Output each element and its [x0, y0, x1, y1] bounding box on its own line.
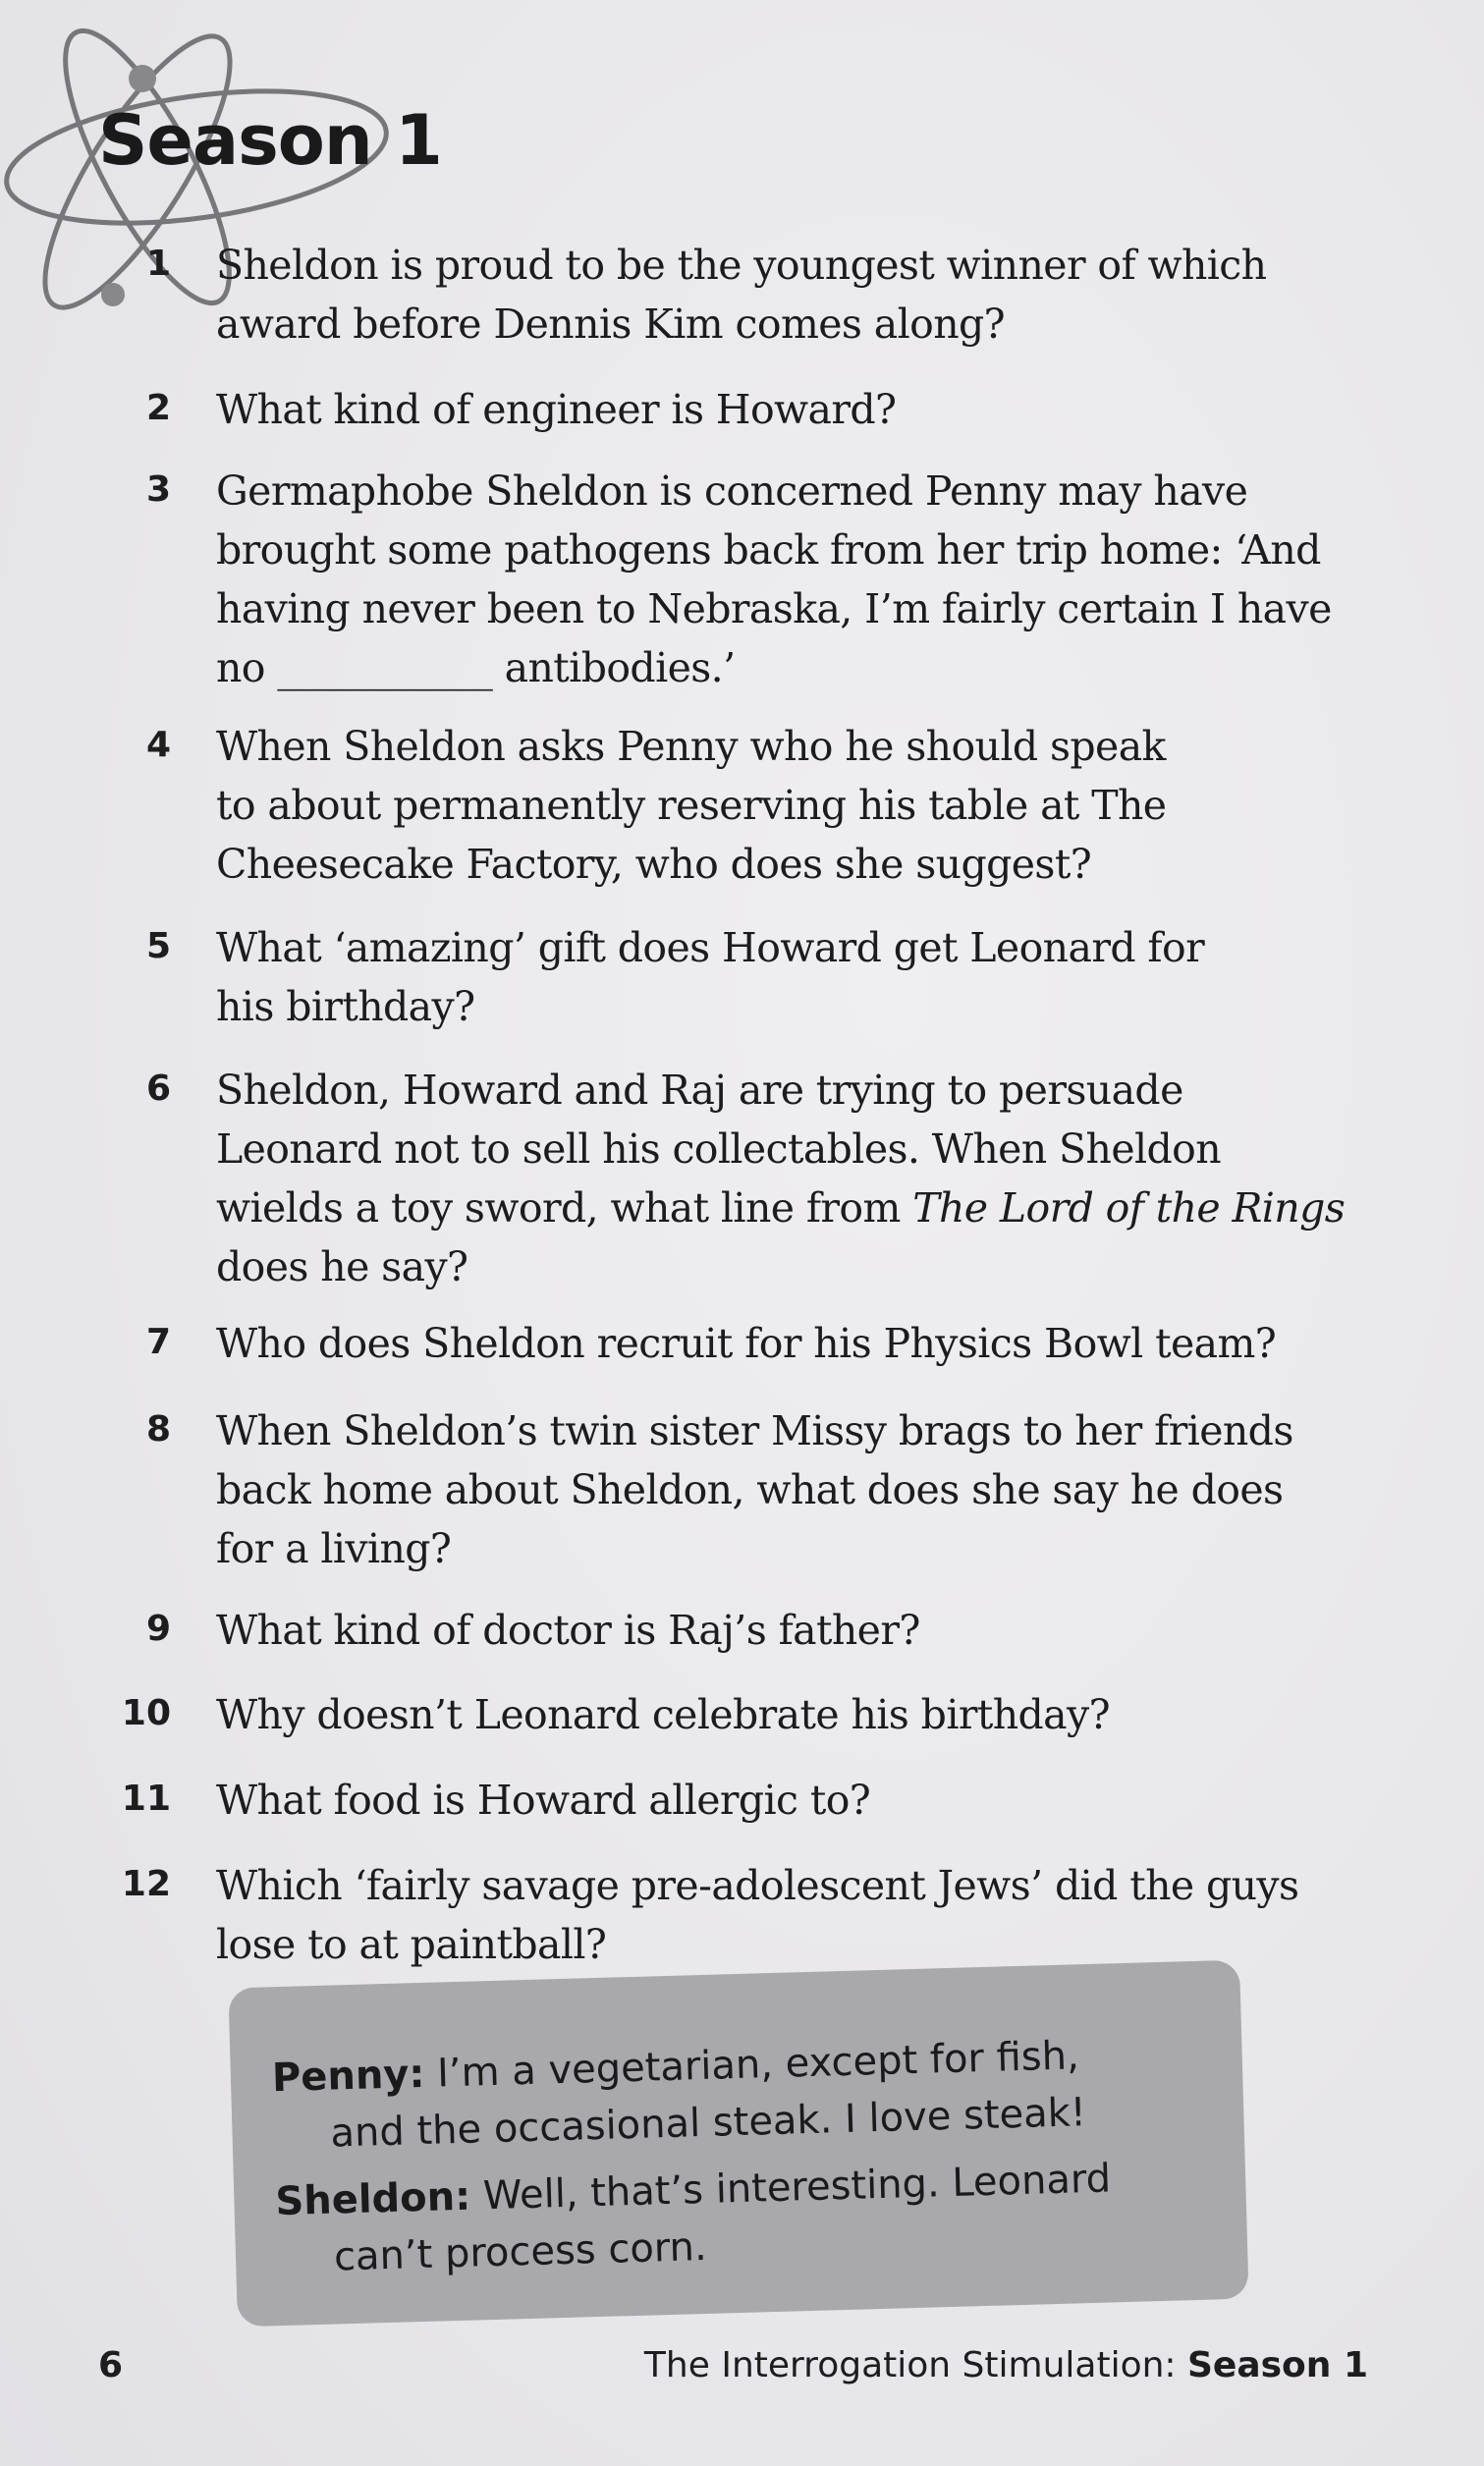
quote-line-sheldon	[275, 2156, 1112, 2224]
question-text-part: Sheldon, Howard and Raj are trying to persuade Leonard not to sell his collectables. When Sheldon wields a toy sword, what line from	[216, 1067, 1222, 1232]
quote-text: Well, that’s interesting. Leonard	[482, 2156, 1112, 2219]
question-text: Why doesn’t Leonard celebrate his birthday?	[216, 1691, 1110, 1738]
running-footer	[644, 2345, 1368, 2385]
page-title: Season 1	[98, 100, 442, 181]
quote-line-penny	[271, 2033, 1079, 2101]
question-number: 3	[145, 469, 171, 510]
question-number: 5	[145, 926, 171, 966]
question-text: What kind of engineer is Howard?	[216, 386, 897, 433]
question-text: Who does Sheldon recruit for his Physics Bowl team?	[216, 1320, 1277, 1367]
quote-line-penny-cont	[330, 2090, 1087, 2156]
question-number: 11	[121, 1779, 171, 1819]
quote-text: and the occasional steak. I love steak!	[329, 2090, 1087, 2157]
question-number: 6	[145, 1069, 171, 1109]
question-number: 12	[121, 1864, 171, 1904]
quote-box	[228, 1960, 1248, 2328]
question-number: 1	[145, 244, 171, 284]
question-number: 2	[145, 388, 171, 428]
quote-text: can’t process corn.	[333, 2223, 708, 2280]
question-text: What kind of doctor is Raj’s father?	[216, 1607, 920, 1654]
question-text: When Sheldon asks Penny who he should speak to about permanently reserving his table at The Cheesecake Factory, who does she suggest?	[216, 723, 1167, 888]
question-text: What ‘amazing’ gift does Howard get Leonard for his birthday?	[216, 924, 1205, 1030]
question-text-part: does he say?	[216, 1243, 468, 1290]
speaker-penny: Penny:	[271, 2051, 426, 2102]
page-number: 6	[98, 2345, 124, 2385]
quote-text: I’m a vegetarian, except for fish,	[436, 2033, 1080, 2097]
question-text: What food is Howard allergic to?	[216, 1777, 871, 1824]
question-text: Germaphobe Sheldon is concerned Penny may have brought some pathogens back from her trip home: ‘And having never been to Nebraska, I’m fairly certain I have no ___________ antibodies.’	[216, 467, 1332, 691]
question-text	[216, 1061, 1355, 1296]
question-number: 7	[145, 1322, 171, 1362]
question-number: 10	[121, 1693, 171, 1733]
footer-book-title: The Interrogation Stimulation:	[643, 2345, 1187, 2385]
question-text: Which ‘fairly savage pre-adolescent Jews’ did the guys lose to at paintball?	[216, 1862, 1299, 1968]
book-title-italic: The Lord of the Rings	[912, 1184, 1346, 1232]
question-number: 9	[145, 1609, 171, 1649]
question-number: 8	[145, 1409, 171, 1450]
speaker-sheldon: Sheldon:	[274, 2173, 471, 2225]
question-text: Sheldon is proud to be the youngest winner of which award before Dennis Kim comes along?	[216, 242, 1267, 348]
footer-section: Season 1	[1186, 2345, 1368, 2385]
question-text: When Sheldon’s twin sister Missy brags to her friends back home about Sheldon, what does she say he does for a living?	[216, 1407, 1293, 1572]
question-number: 4	[145, 725, 171, 765]
quote-line-sheldon-cont	[333, 2224, 707, 2280]
